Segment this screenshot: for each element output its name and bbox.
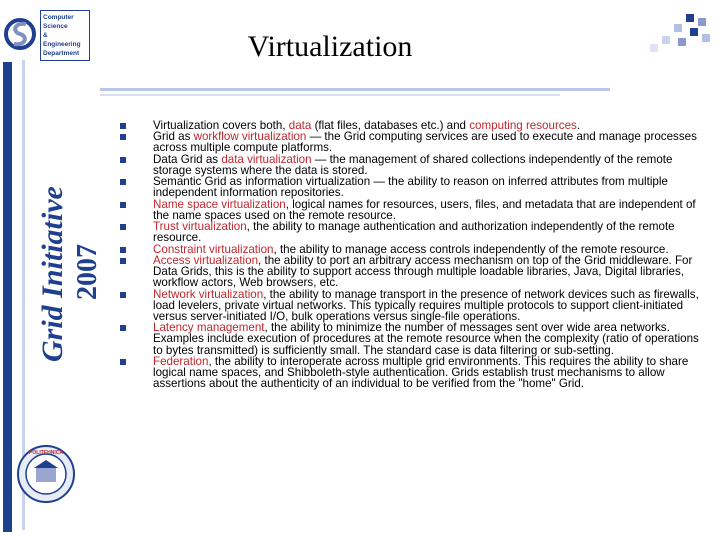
bullet-part: , the ability to port an arbitrary access mechanism on top of the Grid middleware. For Data Grids, this is the ability to support access through multiple loadable libraries, Java, Digital libraries, workflow actors, Web browsers, etc. [153, 254, 693, 290]
highlight-term: Federation [153, 354, 209, 368]
list-item [120, 255, 700, 288]
highlight-term: computing resources [469, 119, 577, 132]
bullet-square-icon [120, 179, 126, 185]
logo-text [40, 10, 90, 61]
bullet-square-icon [120, 292, 126, 298]
list-item [120, 199, 700, 221]
bullet-part: , the ability to manage access controls independently of the remote resource. [273, 242, 669, 256]
university-seal-icon [16, 444, 76, 504]
bullet-part: , the ability to interoperate across multiple grid environments. This requires the ability to share logical name spaces, and Shibboleth-style authentication. Grids establish trust mechanisms to allow assertions about the authenticity of an individual to be verified from the "home" Grid. [153, 354, 689, 391]
bullet-square-icon [120, 134, 126, 140]
svg-text:POLITEHNICA: POLITEHNICA [29, 450, 63, 456]
bullet-part: , the ability to manage authentication and authorization independently of the remote resource. [153, 220, 675, 245]
list-item [120, 356, 700, 389]
grid-initiative-banner [18, 140, 103, 370]
logo-line: Department [43, 50, 80, 57]
list-item [120, 131, 700, 153]
bullet-square-icon [120, 202, 126, 208]
logo-emblem-icon [4, 10, 36, 58]
highlight-term: data [288, 119, 312, 132]
corner-decoration-icon [624, 12, 714, 54]
highlight-term: Constraint virtualization [153, 242, 274, 256]
list-item [120, 176, 700, 198]
highlight-term: Trust virtualization [153, 220, 247, 234]
title-underline-secondary [100, 94, 560, 96]
bullet-square-icon [120, 359, 126, 365]
list-item [120, 322, 700, 355]
title-underline [100, 88, 610, 91]
page-title: Virtualization [247, 30, 413, 63]
bullet-part: Grid as [153, 130, 194, 144]
logo-line: Computer Science [43, 14, 74, 30]
bullet-square-icon [120, 247, 126, 253]
bullet-square-icon [120, 123, 126, 129]
highlight-term: Latency management [153, 321, 265, 335]
vertical-year-text: 2007 [72, 244, 103, 300]
department-logo [4, 4, 86, 60]
bullet-part: — the management of shared collections independently of the remote storage systems where the data is stored. [153, 152, 673, 177]
logo-line: & Engineering [43, 32, 81, 48]
bullet-part: — the Grid computing services are used to execute and manage processes across multiple compute platforms. [153, 130, 697, 155]
bullet-list [120, 120, 700, 390]
bullet-part: (flat files, databases etc.) and [311, 119, 470, 132]
list-item [120, 289, 700, 322]
bullet-square-icon [120, 325, 126, 331]
bullet-part: Semantic Grid as information virtualization — the ability to reason on inferred attributes from multiple independent information repositories. [153, 175, 668, 200]
bullet-part: , the ability to manage transport in the presence of network devices such as firewalls, load levelers, private virtual networks. This typically requires multiple protocols to support client-initiated versus server-initiated I/O, bulk operations versus single-file operations. [153, 287, 699, 323]
vertical-title-text: Grid Initiative [36, 186, 69, 362]
bullet-part: Data Grid as [153, 152, 222, 166]
highlight-term: data virtualization [221, 152, 312, 166]
highlight-term: Name space virtualization [153, 197, 286, 211]
bullet-part: , the ability to minimize the number of messages sent over wide area networks. Examples include execution of procedures at the remote resource when the complexity (ratio of operations to bytes transmitted) is sufficiently small. The standard case is data filtering or sub-setting. [153, 321, 699, 357]
highlight-term: Network virtualization [153, 287, 264, 301]
bullet-part: Virtualization covers both, [153, 119, 289, 132]
bullet-part: . [576, 119, 581, 132]
bullet-square-icon [120, 258, 126, 264]
bullet-part: , logical names for resources, users, files, and metadata that are independent of the name spaces used on the remote resource. [153, 197, 696, 222]
highlight-term: Access virtualization [153, 254, 259, 268]
list-item [120, 154, 700, 176]
highlight-term: workflow virtualization [193, 130, 307, 144]
left-sidebar [0, 0, 103, 540]
bullet-square-icon [120, 224, 126, 230]
bullet-square-icon [120, 157, 126, 163]
list-item [120, 221, 700, 243]
